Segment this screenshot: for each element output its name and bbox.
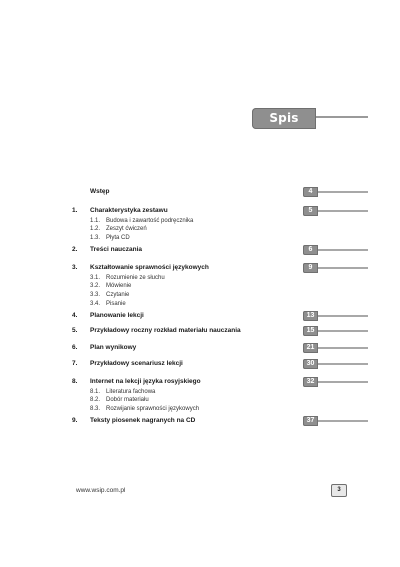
toc-entry-label: Przykładowy scenariusz lekcji — [90, 360, 183, 367]
toc-entry[interactable] — [0, 343, 400, 355]
toc-entry-label: Internet na lekcji języka rosyjskiego — [90, 378, 201, 385]
toc-page-rule — [318, 363, 368, 365]
toc-entry-label: Przykładowy roczny rozkład materiału nauczania — [90, 327, 241, 334]
toc-entry-label: Planowanie lekcji — [90, 312, 144, 319]
toc-page-number: 32 — [303, 377, 318, 387]
toc-entry[interactable] — [0, 311, 400, 323]
toc-entry-number: 8. — [72, 378, 78, 385]
toc-subentry-label: Literatura fachowa — [106, 388, 156, 395]
toc-subentry-number: 1.1. — [90, 217, 101, 224]
toc-subentry-number: 3.1. — [90, 274, 101, 281]
toc-entry[interactable] — [0, 416, 400, 428]
toc-subentry-number: 8.2. — [90, 397, 101, 404]
toc-entry-label: Kształtowanie sprawności językowych — [90, 264, 209, 271]
toc-subentry-number: 8.3. — [90, 405, 101, 412]
toc-entry-number: 2. — [72, 246, 78, 253]
toc-entry-number: 1. — [72, 207, 78, 214]
toc-entry-number: 6. — [72, 344, 78, 351]
toc-page-rule — [318, 249, 368, 251]
toc-subentry-label: Rozwijanie sprawności językowych — [106, 405, 200, 412]
toc-page-number: 37 — [303, 416, 318, 426]
footer-page-number: 3 — [331, 484, 347, 497]
toc-page-rule — [318, 315, 368, 317]
toc-entry-number: 5. — [72, 327, 78, 334]
toc-page-number: 13 — [303, 311, 318, 321]
toc-page-number: 15 — [303, 326, 318, 336]
toc-subentry-number: 3.3. — [90, 291, 101, 298]
toc-entry-number: 3. — [72, 264, 78, 271]
toc-entry-label: Charakterystyka zestawu — [90, 207, 168, 214]
toc-subentry-label: Zeszyt ćwiczeń — [106, 226, 147, 233]
toc-entry-number: 9. — [72, 417, 78, 424]
toc-subentry-number: 1.2. — [90, 226, 101, 233]
toc-page-rule — [318, 210, 368, 212]
toc-entry[interactable] — [0, 245, 400, 257]
toc-subentry-label: Budowa i zawartość podręcznika — [106, 217, 194, 224]
toc-page-number: 30 — [303, 359, 318, 369]
toc-page-rule — [318, 420, 368, 422]
toc-subentry-label: Mówienie — [106, 283, 132, 290]
toc-subentry-label: Pisanie — [106, 300, 126, 307]
toc-page-rule — [318, 330, 368, 332]
toc-page-rule — [318, 267, 368, 269]
toc-entry-label: Wstęp — [90, 188, 110, 195]
page-title: Spis treści — [264, 111, 304, 146]
toc-subentry-number: 3.2. — [90, 283, 101, 290]
toc-entry-number: 7. — [72, 360, 78, 367]
toc-subentry-number: 3.4. — [90, 300, 101, 307]
toc-subentry[interactable] — [0, 300, 400, 312]
toc-subentry-label: Czytanie — [106, 291, 130, 298]
toc-entry-number: 4. — [72, 312, 78, 319]
toc-page-number: 6 — [303, 245, 318, 255]
toc-entry[interactable] — [0, 359, 400, 371]
toc-page-rule — [318, 347, 368, 349]
toc-entry-label: Treści nauczania — [90, 246, 143, 253]
toc-page-rule — [318, 191, 368, 193]
toc-entry-label: Teksty piosenek nagranych na CD — [90, 417, 196, 424]
toc-subentry-number: 1.3. — [90, 234, 101, 241]
toc-page-number: 9 — [303, 263, 318, 273]
toc-entry-label: Plan wynikowy — [90, 344, 137, 351]
toc-subentry-label: Dobór materiału — [106, 397, 149, 404]
toc-entry[interactable] — [0, 326, 400, 338]
toc-subentry-label: Rozumienie ze słuchu — [106, 274, 165, 281]
toc-page-rule — [318, 381, 368, 383]
toc-page-number: 5 — [303, 206, 318, 216]
toc-page-number: 4 — [303, 187, 318, 197]
footer-url[interactable]: www.wsip.com.pl — [76, 487, 126, 494]
toc-subentry-label: Płyta CD — [106, 234, 130, 241]
toc-page-number: 21 — [303, 343, 318, 353]
toc-subentry-number: 8.1. — [90, 388, 101, 395]
toc-entry[interactable] — [0, 187, 400, 199]
